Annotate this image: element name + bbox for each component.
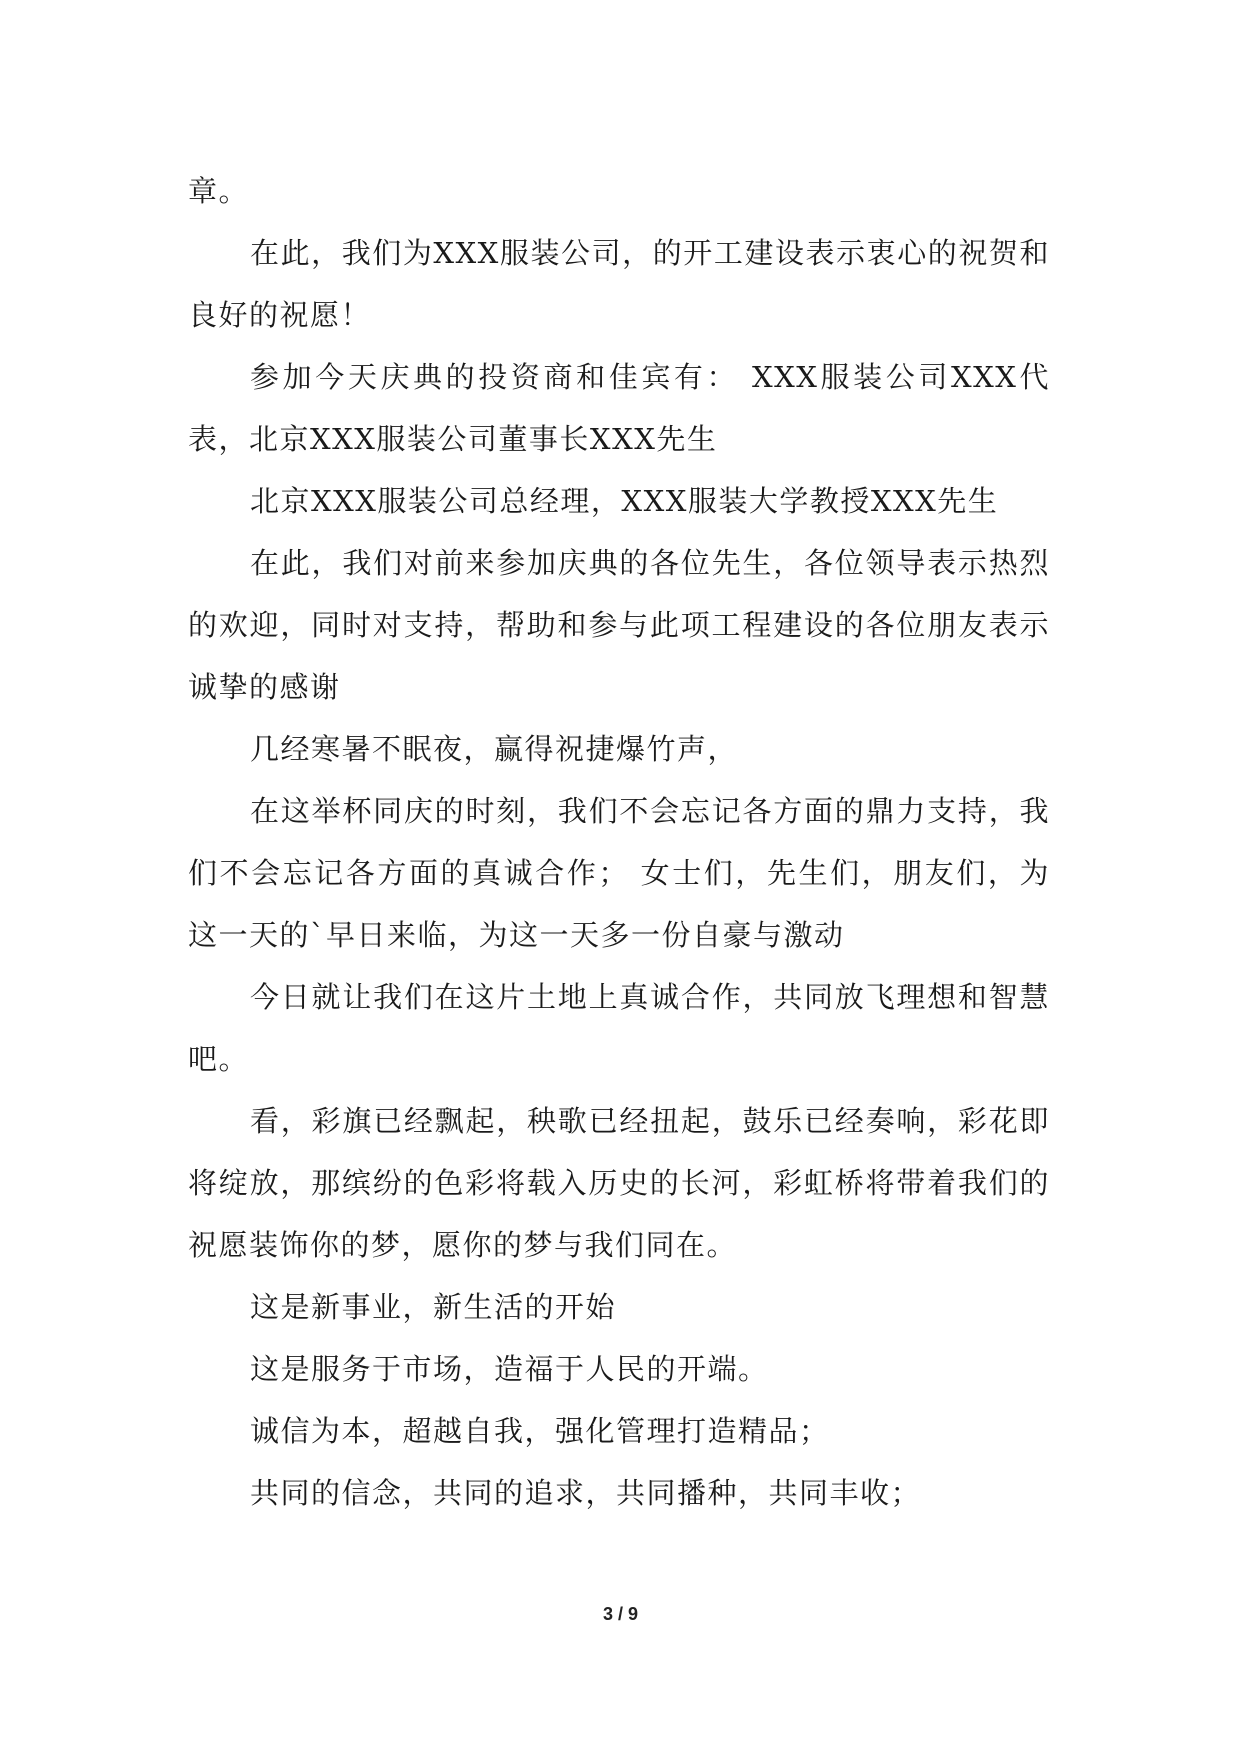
- paragraph: 参加今天庆典的投资商和佳宾有： XXX服装公司XXX代表，北京XXX服装公司董事长XXX先生: [188, 360, 1050, 456]
- paragraph: 北京XXX服装公司总经理，XXX服装大学教授XXX先生: [250, 484, 999, 518]
- document-body: [188, 160, 1050, 1524]
- paragraph: 这是服务于市场，造福于人民的开端。: [250, 1352, 769, 1386]
- paragraph: 在此，我们对前来参加庆典的各位先生，各位领导表示热烈的欢迎，同时对支持，帮助和参与此项工程建设的各位朋友表示诚挚的感谢: [188, 546, 1050, 704]
- paragraph: 这是新事业，新生活的开始: [250, 1290, 617, 1324]
- paragraph: 在此，我们为XXX服装公司，的开工建设表示衷心的祝贺和良好的祝愿！: [188, 236, 1050, 332]
- paragraph: 在这举杯同庆的时刻，我们不会忘记各方面的鼎力支持，我们不会忘记各方面的真诚合作； 女士们，先生们，朋友们，为这一天的`早日来临，为这一天多一份自豪与激动: [188, 794, 1050, 952]
- page-number: 3 / 9: [602, 1604, 639, 1624]
- paragraph: 今日就让我们在这片土地上真诚合作，共同放飞理想和智慧吧。: [188, 980, 1050, 1076]
- paragraph: 诚信为本，超越自我，强化管理打造精品；: [250, 1414, 830, 1448]
- paragraph: 共同的信念，共同的追求，共同播种，共同丰收；: [250, 1476, 922, 1510]
- paragraph: 几经寒暑不眠夜，赢得祝捷爆竹声，: [250, 732, 739, 766]
- paragraph: 章。: [188, 174, 250, 208]
- paragraph: 看，彩旗已经飘起，秧歌已经扭起，鼓乐已经奏响，彩花即将绽放，那缤纷的色彩将载入历史的长河，彩虹桥将带着我们的祝愿装饰你的梦，愿你的梦与我们同在。: [188, 1104, 1050, 1262]
